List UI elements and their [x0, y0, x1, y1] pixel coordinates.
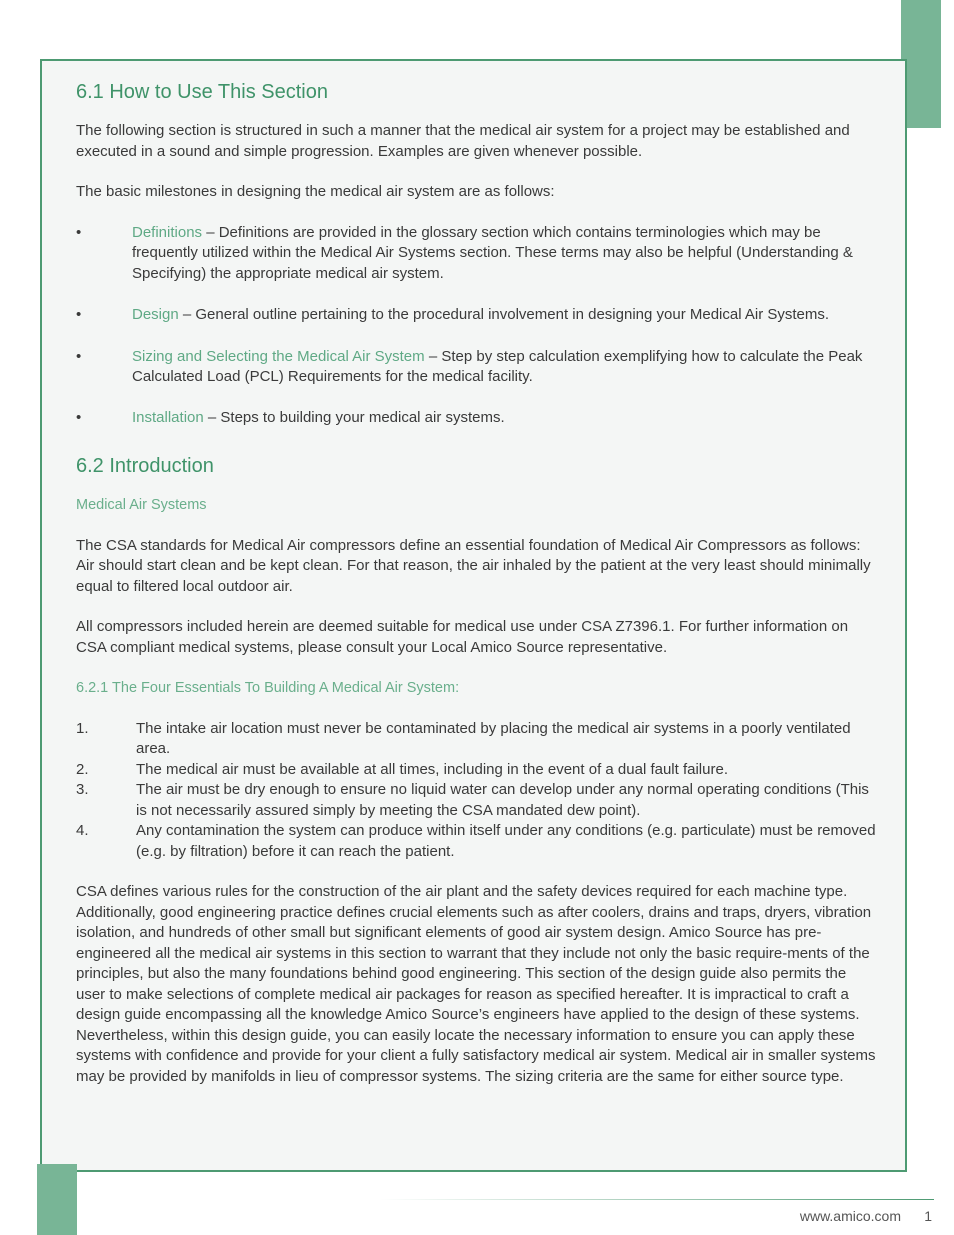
- list-item: [76, 760, 876, 781]
- list-number: 1.: [76, 719, 89, 737]
- bullet-text: – Steps to building your medical air systems.: [203, 408, 505, 426]
- link-design[interactable]: Design: [132, 306, 179, 323]
- footer-url[interactable]: www.amico.com: [799, 1208, 901, 1224]
- subheading-medical-air: Medical Air Systems: [76, 497, 207, 513]
- bullet-text: – Definitions are provided in the glossary section which contains terminologies which may be frequently utilized within the Medical Air Systems section. These terms may also be helpful (Understanding & Specifying) the appropriate medical air system.: [132, 223, 853, 282]
- subheading-four-essentials: 6.2.1 The Four Essentials To Building A Medical Air System:: [76, 680, 460, 696]
- bullet-text: – General outline pertaining to the procedural involvement in designing your Medical Air Systems.: [178, 306, 830, 323]
- list-item: [76, 719, 876, 760]
- list-item: [76, 821, 876, 862]
- corner-tab-bottom: [37, 1164, 77, 1235]
- list-text: Any contamination the system can produce within itself under any conditions (e.g. particulate) must be removed (e.g. by filtration) before it can reach the patient.: [136, 822, 876, 860]
- bullet-installation: [76, 408, 876, 429]
- list-item: [76, 780, 876, 821]
- list-text: The medical air must be available at all times, including in the event of a dual fault failure.: [136, 760, 728, 778]
- bullet-design: [76, 305, 876, 326]
- milestones-intro: The basic milestones in designing the medical air system are as follows:: [76, 183, 555, 200]
- page-content: [76, 78, 876, 1087]
- bullet-marker: •: [76, 408, 82, 426]
- paragraph-csa-standards: The CSA standards for Medical Air compressors define an essential foundation of Medical Air Compressors as follows: Air should start clean and be kept clean. For that reason, the air inhaled by the patient at the very least should minimally equal to filtered local outdoor air.: [76, 536, 871, 595]
- bullet-text: – Step by step calculation exemplifying how to calculate the Peak Calculated Load (PCL) Requirements for the medical facility.: [132, 347, 863, 385]
- bullet-sizing: [76, 347, 876, 388]
- paragraph-csa-rules: CSA defines various rules for the construction of the air plant and the safety devices required for each machine type. Additionally, good engineering practice defines crucial elements such as after coolers, drains and traps, dryers, vibration isolation, and hundreds of other small but significant elements of good air system design. Amico Source has pre-engineered all the medical air systems in this section to warrant that they include not only the basic require-ments of the principles, but also the many foundations behind good engineering. This section of the design guide also permits the user to make selections of complete medical air packages for reason as specified hereafter. It is impractical to craft a design guide encompassing all the knowledge Amico Source’s engineers have applied to the design of these systems. Nevertheless, within this design guide, you can easily locate the necessary information to ensure you can apply these systems with confidence and provide for your client a fully satisfactory medical air system. Medical air in smaller systems may be provided by manifolds in lieu of compressor systems. The sizing criteria are the same for either source type.: [76, 883, 876, 1085]
- list-number: 4.: [76, 822, 89, 839]
- link-definitions[interactable]: Definitions: [132, 223, 203, 241]
- list-text: The air must be dry enough to ensure no liquid water can develop under any normal operating conditions (This is not necessarily assured simply by meeting the CSA mandated dew point).: [136, 781, 869, 819]
- footer-divider: [380, 1199, 934, 1200]
- section-intro: The following section is structured in such a manner that the medical air system for a project may be established and executed in a sound and simple progression. Examples are given whenever possible.: [76, 122, 850, 160]
- bullet-definitions: [76, 223, 876, 285]
- corner-tab-top: [901, 0, 941, 128]
- list-number: 3.: [76, 781, 89, 798]
- section-heading-6-1: 6.1 How to Use This Section: [76, 81, 328, 103]
- bullet-marker: •: [76, 306, 82, 323]
- page-number: 1: [924, 1208, 932, 1224]
- section-heading-6-2: 6.2 Introduction: [76, 455, 214, 477]
- link-installation[interactable]: Installation: [132, 408, 204, 426]
- list-text: The intake air location must never be contaminated by placing the medical air systems in a poorly ventilated area.: [136, 719, 851, 757]
- link-sizing[interactable]: Sizing and Selecting the Medical Air System: [132, 347, 425, 365]
- paragraph-compressors: All compressors included herein are deemed suitable for medical use under CSA Z7396.1. For further information on CSA compliant medical systems, please consult your Local Amico Source representative.: [76, 618, 849, 656]
- bullet-marker: •: [76, 347, 82, 365]
- bullet-marker: •: [76, 223, 82, 241]
- list-number: 2.: [76, 760, 89, 778]
